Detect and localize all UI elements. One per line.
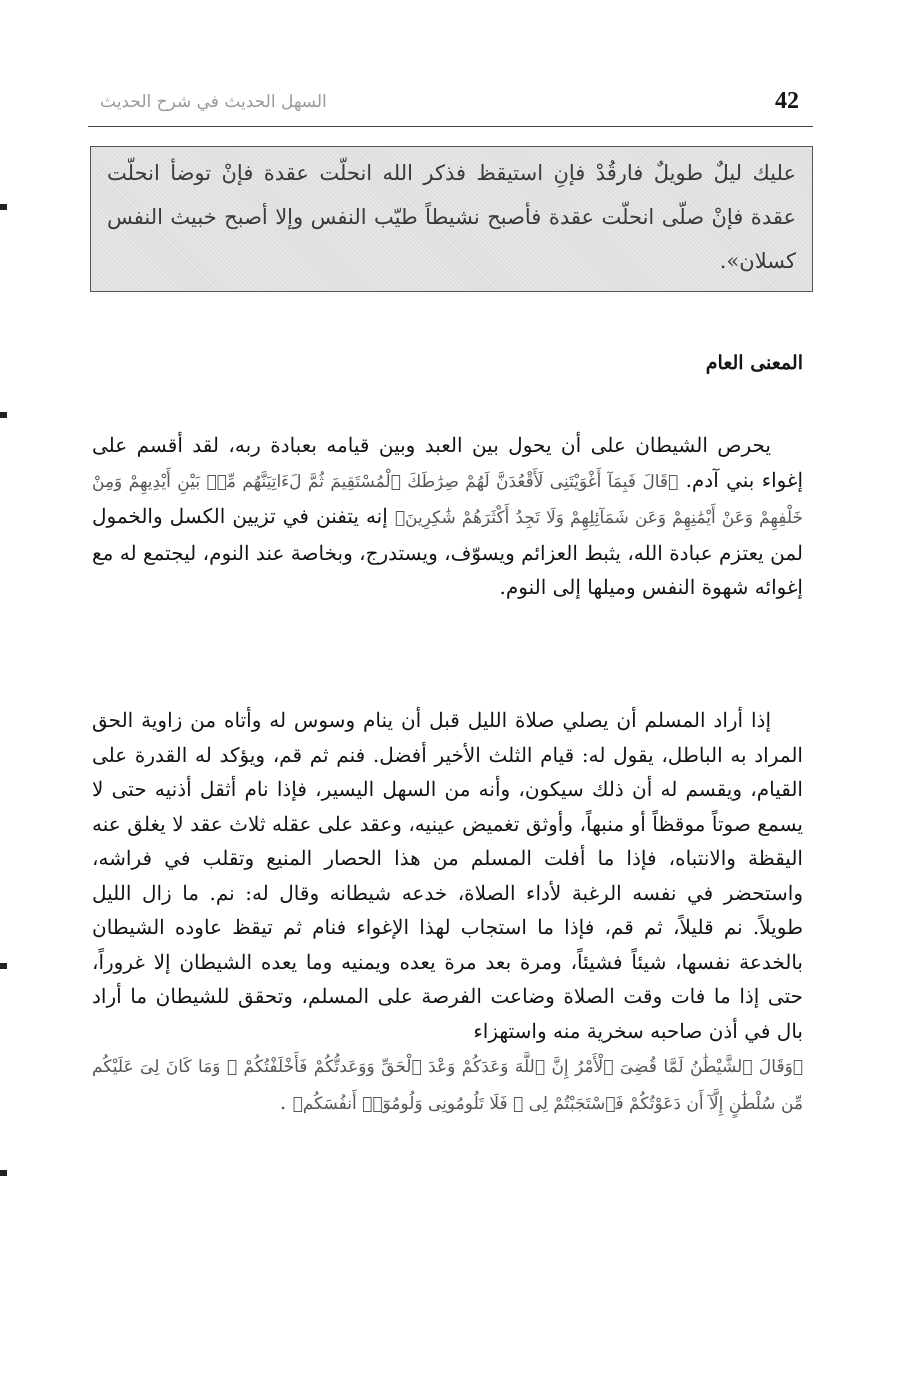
paragraph-1 — [92, 428, 803, 605]
section-heading: المعنى العام — [705, 352, 803, 374]
quran-verse-1: ﴿قَالَ فَبِمَآ أَغْوَيْتَنِى لَأَقْعُدَنَّ لَهُمْ صِرَٰطَكَ ٱلْمُسْتَقِيمَ ثُمَّ لَءَاتِيَنَّهُم مِّنۢ بَيْنِ أَيْدِيهِمْ وَمِنْ خَلْفِهِمْ وَعَنْ أَيْمَٰنِهِمْ وَعَن شَمَآئِلِهِمْ وَلَا تَجِدُ أَكْثَرَهُمْ شَٰكِرِينَ﴾ — [92, 471, 803, 528]
paragraph-2-end: . — [279, 1089, 287, 1114]
scan-margin-mark — [0, 1170, 7, 1176]
paragraph-2-quran-block — [92, 1048, 803, 1121]
hadith-box — [90, 146, 813, 292]
paragraph-1-lead: يحرص الشيطان على أن يحول بين العبد وبين قيامه بعبادة ربه، لقد أقسم على إغواء بني آدم. — [92, 433, 804, 492]
scan-margin-mark — [0, 963, 7, 969]
quran-verse-2: ﴿وَقَالَ ٱلشَّيْطَٰنُ لَمَّا قُضِىَ ٱلْأَمْرُ إِنَّ ٱللَّهَ وَعَدَكُمْ وَعْدَ ٱلْحَقِّ وَوَعَدتُّكُمْ فَأَخْلَفْتُكُمْ ۖ وَمَا كَانَ لِىَ عَلَيْكُم مِّن سُلْطَٰنٍ إِلَّآ أَن دَعَوْتُكُمْ فَٱسْتَجَبْتُمْ لِى ۖ فَلَا تَلُومُونِى وَلُومُوٓا۟ أَنفُسَكُم﴾ — [92, 1057, 803, 1114]
paragraph-2-text: إذا أراد المسلم أن يصلي صلاة الليل قبل أن ينام وسوس له وأتاه من زاوية الحق المراد به الباطل، يقول له: قيام الثلث الأخير أفضل. فنم ثم قم، ويؤكد له القدرة على القيام، ويقسم له أن ذلك سيكون، وأنه من السهل اليسير، فإذا نام أثقل أذنيه حتى لا يسمع صوتاً موقظاً أو منبهاً، وأوثق تغميض عينيه، وعقد على عقله ثلاث عقد لا يغلق عنه اليقظة والانتباه، فإذا ما أفلت المسلم من هذا الحصار المنيع وتقلب في فراشه، واستحضر في نفسه الرغبة لأداء الصلاة، خدعه شيطانه وقال له: نم. ما زال الليل طويلاً. نم قليلاً، ثم قم، فإذا ما استجاب لهذا الإغواء فنام ثم تيقظ عاوده الشيطان بالخدعة نفسها، شيئاً فشيئاً، ومرة بعد مرة يعده ويمنيه وما يعده الشيطان إلا غروراً، حتى إذا ما فات وقت الصلاة وضاعت الفرصة على المسلم، وتحقق للشيطان ما أراد بال في أذن صاحبه سخرية منه واستهزاء — [92, 708, 804, 1043]
scan-margin-mark — [0, 204, 7, 210]
paragraph-1-rest: إنه يتفنن في تزيين الكسل والخمول لمن يعتزم عبادة الله، يثبط العزائم ويسوّف، ويستدرج، وبخاصة عند النوم، ليجتمع له مع إغوائه شهوة النفس وميلها إلى النوم. — [92, 504, 803, 599]
scan-margin-mark — [0, 412, 7, 418]
paragraph-2 — [92, 703, 803, 1121]
hadith-text: عليك ليلٌ طويلٌ فارقُدْ فإنِ استيقظ فذكر الله انحلّت عقدة فإنْ توضأ انحلّت عقدة فإنْ صلّى انحلّت عقدة فأصبح نشيطاً طيّب النفس وإلا أصبح خبيث النفس كسلان». — [107, 161, 796, 273]
page-header — [88, 86, 813, 127]
page-number: 42 — [775, 88, 799, 114]
running-title: السهل الحديث في شرح الحديث — [100, 92, 327, 112]
paragraph-1-text — [92, 428, 803, 605]
